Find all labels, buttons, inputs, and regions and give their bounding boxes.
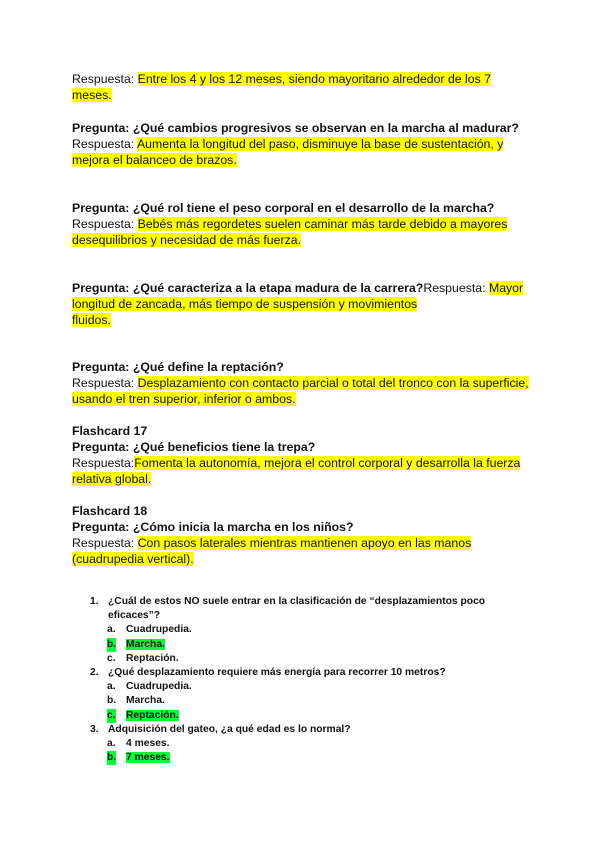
- question-line: [72, 120, 532, 136]
- quiz-option: [90, 737, 530, 751]
- answer-line: [72, 375, 532, 407]
- question-text: ¿Qué cambios progresivos se observan en la marcha al madurar?: [132, 121, 519, 135]
- option-letter: b.: [107, 695, 117, 707]
- answer-text: Bebés más regordetes suelen caminar más tarde debido a mayores desequilibrios y necesidad de más fuerza.: [72, 217, 508, 247]
- answer-text: Mayor longitud de zancada, más tiempo de suspensión y movimientos: [72, 281, 524, 311]
- question-line: [72, 439, 532, 455]
- respuesta-label: Respuesta:: [72, 137, 135, 151]
- question-text: ¿Qué caracteriza a la etapa madura de la carrera?: [132, 281, 424, 295]
- option-letter: a.: [107, 681, 116, 693]
- question-line: [72, 200, 532, 216]
- answer-text: Entre los 4 y los 12 meses, siendo mayoritario alrededor de los 7 meses.: [72, 72, 492, 102]
- flashcard-title: Flashcard 17: [72, 424, 148, 438]
- question-line: [72, 359, 532, 375]
- question-text: ¿Qué beneficios tiene la trepa?: [132, 440, 316, 454]
- question-number: 3.: [90, 723, 99, 735]
- question-text: ¿Cuál de estos NO suele entrar en la clasificación de “desplazamientos poco eficaces”?: [108, 596, 486, 622]
- option-text: 4 meses.: [126, 738, 170, 750]
- option-letter: c.: [107, 709, 116, 723]
- quiz-option: [90, 652, 530, 666]
- option-text: Cuadrupedia.: [126, 624, 192, 636]
- flashcard-entry: [72, 280, 532, 328]
- respuesta-label: Respuesta:: [72, 376, 135, 390]
- answer-text-continued: fluidos.: [72, 313, 111, 327]
- question-text: ¿Qué desplazamiento requiere más energía para recorrer 10 metros?: [108, 667, 446, 679]
- question-number: 1.: [90, 596, 99, 607]
- quiz-option: [90, 623, 530, 637]
- flashcard-entry: [72, 359, 532, 407]
- option-text: Reptación.: [126, 652, 179, 664]
- option-text: Marcha.: [126, 695, 165, 707]
- option-letter: a.: [107, 624, 116, 636]
- quiz-option-correct: [90, 709, 530, 723]
- respuesta-label: Respuesta:: [423, 281, 486, 295]
- quiz-option: [90, 694, 530, 708]
- option-text: 7 meses.: [126, 752, 170, 764]
- question-number: 2.: [90, 667, 99, 679]
- answer-text: Aumenta la longitud del paso, disminuye la base de sustentación, y mejora el balanceo de brazos.: [72, 137, 504, 167]
- flashcard-entry: [72, 503, 532, 567]
- pregunta-label: Pregunta:: [72, 440, 130, 454]
- answer-text: Fomenta la autonomía, mejora el control corporal y desarrolla la fuerza relativa global.: [72, 456, 521, 486]
- option-letter: b.: [107, 638, 116, 652]
- flashcard-entry: [72, 423, 532, 487]
- quiz-question-3: [90, 723, 530, 737]
- option-letter: b.: [107, 751, 116, 765]
- quiz-question-2: [90, 666, 530, 680]
- pregunta-label: Pregunta:: [72, 281, 130, 295]
- answer-block: [72, 71, 532, 103]
- respuesta-label: Respuesta:: [72, 72, 135, 86]
- question-text: ¿Qué define la reptación?: [132, 360, 284, 374]
- answer-line: [72, 535, 532, 567]
- option-text: Cuadrupedia.: [126, 681, 192, 693]
- quiz-option-correct: [90, 751, 530, 765]
- question-line: [72, 519, 532, 535]
- option-text: Reptación.: [126, 709, 179, 721]
- option-letter: a.: [107, 738, 116, 750]
- pregunta-label: Pregunta:: [72, 520, 130, 534]
- pregunta-label: Pregunta:: [72, 360, 130, 374]
- answer-text: Con pasos laterales mientras mantienen apoyo en las manos (cuadrupedia vertical).: [72, 536, 472, 566]
- respuesta-label: Respuesta:: [72, 536, 135, 550]
- flashcard-entry: [72, 120, 532, 168]
- flashcard-title: Flashcard 18: [72, 504, 148, 518]
- answer-line: [72, 136, 532, 168]
- answer-text: Desplazamiento con contacto parcial o total del tronco con la superficie, usando el tren superior, inferior o ambos.: [72, 376, 529, 406]
- quiz-option: [90, 680, 530, 694]
- pregunta-label: Pregunta:: [72, 121, 130, 135]
- option-letter: c.: [107, 652, 116, 664]
- question-text: Adquisición del gateo, ¿a qué edad es lo normal?: [108, 723, 351, 735]
- respuesta-label: Respuesta:: [72, 456, 135, 470]
- quiz-question-1: [90, 595, 530, 623]
- pregunta-label: Pregunta:: [72, 201, 130, 215]
- option-text: Marcha.: [126, 638, 165, 650]
- question-text: ¿Cómo inicia la marcha en los niños?: [132, 520, 354, 534]
- quiz-option-correct: [90, 638, 530, 652]
- flashcard-entry: [72, 200, 532, 248]
- respuesta-label: Respuesta:: [72, 217, 135, 231]
- answer-line: [72, 455, 532, 487]
- quiz-list: [90, 595, 530, 765]
- answer-line: [72, 216, 532, 248]
- question-text: ¿Qué rol tiene el peso corporal en el desarrollo de la marcha?: [132, 201, 495, 215]
